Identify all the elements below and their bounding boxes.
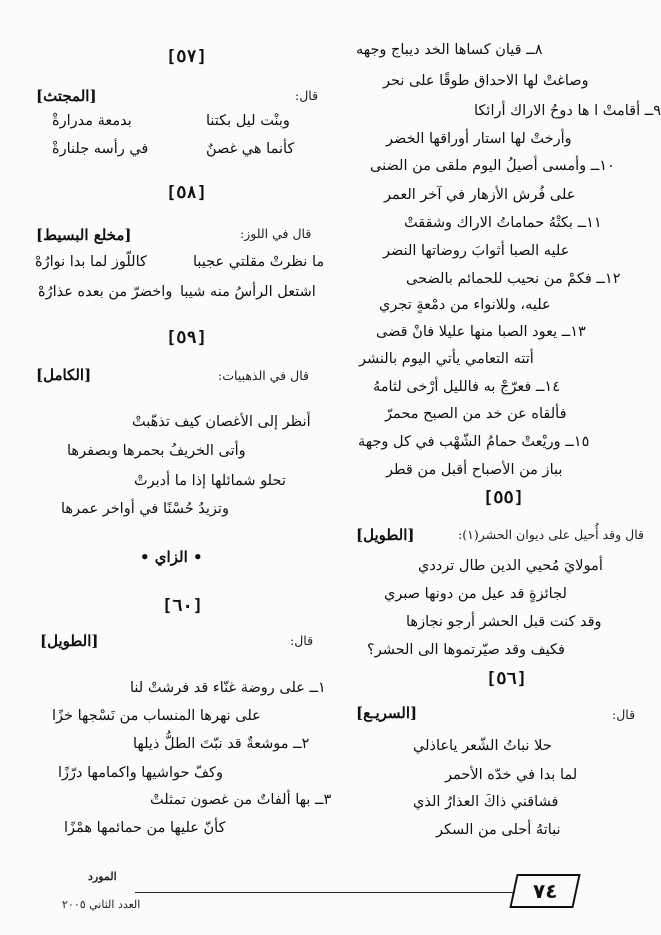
poem-hemistich-left: كاللّوز لما بدا نوارُهْ: [35, 254, 147, 270]
poem-line: كأنّ عليها من حمائمها همْزًا: [64, 820, 226, 836]
meter-label: [الطويل]: [356, 526, 415, 544]
poem-line: ٨ــ قيان كساها الخد ديباج وجهه: [356, 42, 543, 58]
poem-line: وأرختْ لها استار أوراقها الخضر: [386, 131, 572, 147]
page-number: ٧٤: [509, 874, 580, 908]
chapter-heading: • الزاي •: [140, 548, 203, 566]
poem-hemistich-right: كأنما هي غصنٌ: [206, 141, 295, 157]
poem-line: عليه، وللانواء من دمْعةٍ تجري: [379, 297, 551, 313]
issue-info: العدد الثاني ٢٠٠٥: [62, 898, 141, 911]
poem-line: ٩ــ أقامتْ ا ها دوحُ الاراك أرائكا: [474, 103, 661, 119]
poem-hemistich-left: في رأسه جلنارةْ: [52, 141, 149, 157]
poem-line: وكفّ حواشيها واكمامها درّزًا: [58, 765, 223, 781]
section-number: [٥٧]: [166, 47, 207, 67]
meter-label: [الطويل]: [40, 632, 99, 650]
poem-line: وقد كنت قبل الحشر أرجو نجازها: [406, 614, 602, 630]
section-number: [٥٥]: [483, 488, 524, 508]
section-intro: قال في اللوز:: [240, 226, 312, 241]
poem-line: نباتهُ أحلى من السكر: [436, 822, 561, 838]
poem-line: أتته التعامي يأتي اليوم بالنشر: [359, 351, 534, 367]
meter-label: [مخلع البسيط]: [36, 226, 132, 244]
poem-line: حلا نباتُ الشّعر ياعاذلي: [413, 738, 552, 754]
section-intro: قال في الذهبيات:: [218, 368, 309, 383]
poem-line: فألقاه عن خد من الصبح محمرّ: [385, 406, 567, 422]
section-intro: قال وقد أُحيل على ديوان الحشر(١):: [458, 527, 645, 542]
poem-line: ١٤ــ فعرّجْ به فالليل أرْخى لثامهُ: [373, 379, 560, 395]
poem-hemistich-right: وبنْت ليل بكتنا: [206, 113, 290, 129]
meter-label: [السريـع]: [356, 704, 418, 722]
poem-line: وصاغتْ لها الاحداق طوقًا على نحر: [383, 73, 589, 89]
poem-line: ١٢ــ فكمْ من نحيب للحمائم بالضحى: [406, 271, 621, 287]
poem-line: ١ــ على روضة غنّاء قد فرشتْ لنا: [130, 680, 326, 696]
journal-name: المورد: [88, 870, 117, 883]
poem-line: أمولايَ مُحيي الدين طال ترددي: [418, 558, 603, 574]
poem-hemistich-left: بدمعة مدرارةْ: [52, 113, 132, 129]
poem-hemistich-right: اشتعل الرأسُ منه شيبا: [180, 284, 316, 300]
poem-line: تحلو شمائلها إذا ما أدبرتْ: [134, 473, 286, 489]
poem-line: ٢ــ موشعةٌ قد نبّتَ الطلُّ ذيلها: [133, 736, 310, 752]
footer-rule: [135, 892, 515, 893]
poem-line: فكيف وقد صيّرتموها الى الحشر؟: [367, 642, 565, 658]
poem-hemistich-left: واخضرّ من بعده عذارُهْ: [38, 284, 173, 300]
meter-label: [الكامل]: [36, 366, 92, 384]
poem-line: على نهرها المنساب من نَسْجها خزًا: [52, 708, 261, 724]
section-intro: قال:: [295, 88, 319, 103]
section-number: [٥٦]: [486, 669, 527, 689]
poem-line: بباز من الأصباح أقبل من قطر: [386, 462, 563, 478]
poem-line: وتزيدُ حُسْنًا في أواخر عمرها: [61, 501, 229, 517]
poem-line: ٣ــ بها ألفاتٌ من غصون تمثلتْ: [150, 792, 332, 808]
poem-line: لجائزةٍ قد عيل من دونها صبري: [384, 586, 567, 602]
poem-line: ١٠ــ وأمسى أصيلُ اليوم ملقى من الضنى: [370, 158, 615, 174]
section-number: [٥٩]: [166, 328, 207, 348]
poem-line: وأتى الخريفُ بحمرها وبصفرها: [67, 443, 246, 459]
poem-line: ١١ــ بكتْهُ حماماتُ الاراك وشققتْ: [404, 215, 602, 231]
poem-line: لما بدا في خدّه الأحمر: [445, 767, 578, 783]
section-intro: قال:: [290, 633, 314, 648]
poem-hemistich-right: ما نظرتْ مقلتي عجيبا: [193, 254, 325, 270]
poem-line: فشاقني ذاكَ العذارُ الذي: [413, 794, 559, 810]
poem-line: ١٥ــ وريْعتْ حمامُ الشّهْب في كل وجهة: [358, 434, 590, 450]
poem-line: عليه الصبا أثوابَ روضاتها النضر: [383, 243, 570, 259]
poem-line: ١٣ــ يعود الصبا منها عليلا فانْ قضى: [376, 324, 586, 340]
poem-line: على فُرش الأزهار في آخر العمر: [384, 187, 576, 203]
section-intro: قال:: [612, 707, 636, 722]
poem-line: أنظر إلى الأغصان كيف تذهّبتْ: [132, 414, 311, 430]
section-number: [٦٠]: [162, 596, 203, 616]
meter-label: [المجتث]: [36, 87, 97, 105]
section-number: [٥٨]: [166, 183, 207, 203]
